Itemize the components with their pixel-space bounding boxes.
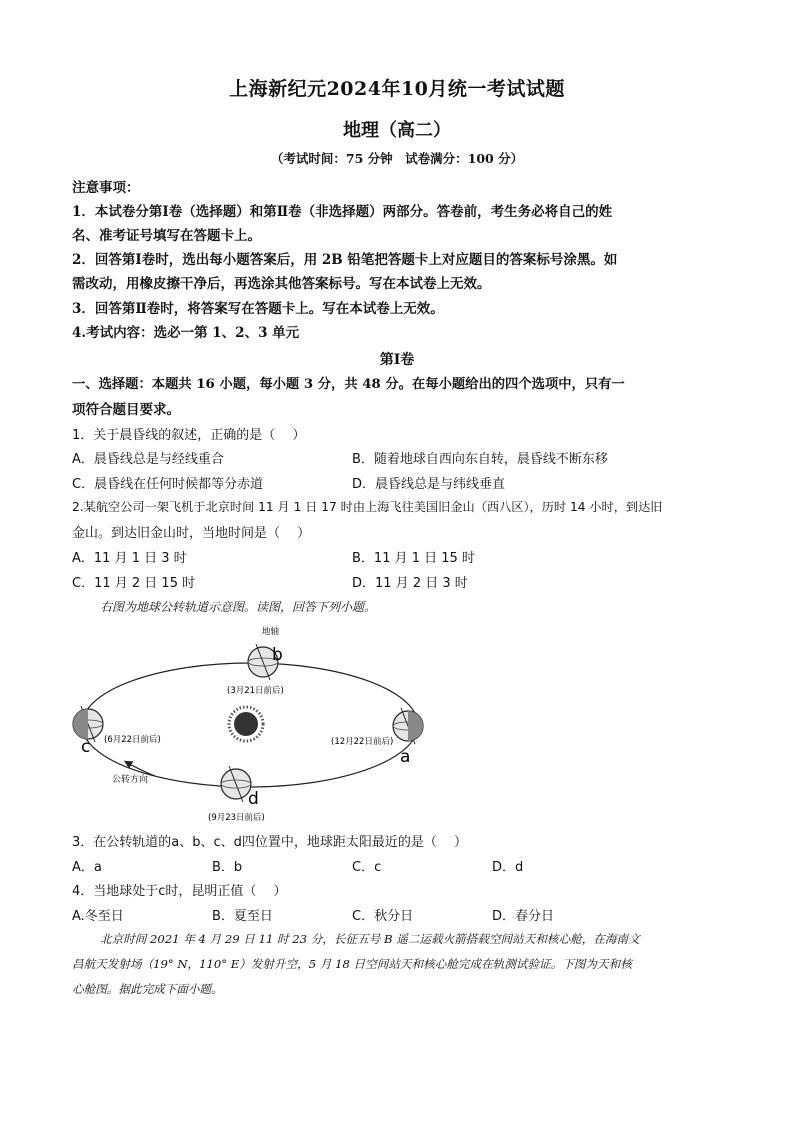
axis-label: 地轴: [262, 627, 280, 637]
note-line: 2．回答第Ⅰ卷时，选出每小题答案后，用 2B 铅笔把答题卡上对应题目的答案标号涂黑。如: [72, 252, 618, 268]
position-c-date: (6月22日前后): [104, 735, 161, 745]
option-b: B．夏至日: [212, 909, 273, 924]
direction-label: 公转方向: [112, 775, 149, 785]
option-d: D．晨昏线总是与纬线垂直: [352, 477, 506, 492]
position-d-letter: d: [248, 789, 259, 809]
option-c: C．晨昏线在任何时候都等分赤道: [72, 477, 264, 492]
option-d: D．d: [492, 860, 524, 875]
earth-a-icon: [393, 708, 423, 744]
question-stem: 3．在公转轨道的a、b、c、d四位置中，地球距太阳最近的是（ ）: [72, 835, 468, 850]
position-a-letter: a: [400, 747, 411, 767]
exam-info: （考试时间：75 分钟 试卷满分：100 分）: [270, 151, 524, 166]
question-stem: 4．当地球处于c时，昆明正值（ ）: [72, 884, 287, 899]
position-c-letter: c: [81, 737, 91, 757]
position-d-date: (9月23日前后): [208, 813, 265, 823]
question-stem: 金山。到达旧金山时，当地时间是（ ）: [72, 526, 311, 541]
note-line: 4.考试内容：选必一第 1、2、3 单元: [72, 325, 300, 341]
notes-heading: 注意事项：: [72, 180, 140, 196]
option-a: A．晨昏线总是与经线重合: [72, 452, 224, 467]
earth-d-icon: [221, 766, 251, 802]
section-instruction: 项符合题目要求。: [72, 402, 180, 418]
orbit-diagram: [60, 620, 440, 825]
passage-line: 昌航天发射场（19° N，110° E）发射升空，5 月 18 日空间站天和核心舱完成在轨测试验证。下图为天和核: [72, 957, 632, 971]
exam-subject: 地理（高二）: [343, 120, 451, 141]
exam-title: 上海新纪元2024年10月统一考试试题: [229, 78, 565, 100]
option-d: D．11 月 2 日 3 时: [352, 576, 468, 591]
position-b-letter: b: [272, 645, 283, 665]
question-stem: 2.某航空公司一架飞机于北京时间 11 月 1 日 17 时由上海飞往美国旧金山（西八区），历时 14 小时，到达旧: [72, 500, 663, 514]
passage-line: 心舱图。据此完成下面小题。: [72, 982, 223, 996]
note-line: 3．回答第Ⅱ卷时，将答案写在答题卡上。写在本试卷上无效。: [72, 301, 444, 317]
position-b-date: (3月21日前后): [227, 686, 284, 696]
option-c: C．秋分日: [352, 909, 414, 924]
position-a-date: (12月22日前后): [331, 737, 394, 747]
note-line: 需改动，用橡皮擦干净后，再选涂其他答案标号。写在本试卷上无效。: [72, 276, 491, 292]
option-b: B．b: [212, 860, 243, 875]
section-title: 第Ⅰ卷: [379, 352, 415, 368]
section-instruction: 一、选择题：本题共 16 小题，每小题 3 分，共 48 分。在每小题给出的四个选项中，只有一: [72, 377, 625, 392]
option-c: C．c: [352, 860, 382, 875]
option-a: A．a: [72, 860, 102, 875]
option-b: B．随着地球自西向东自转，晨昏线不断东移: [352, 452, 608, 467]
option-b: B．11 月 1 日 15 时: [352, 551, 475, 566]
sun-icon: [229, 707, 263, 741]
option-d: D．春分日: [492, 909, 555, 924]
option-a: A．11 月 1 日 3 时: [72, 551, 187, 566]
question-stem: 1．关于晨昏线的叙述，正确的是（ ）: [72, 428, 306, 443]
figure-intro: 右图为地球公转轨道示意图。读图，回答下列小题。: [100, 600, 377, 614]
note-line: 1．本试卷分第Ⅰ卷（选择题）和第Ⅱ卷（非选择题）两部分。答卷前，考生务必将自己的姓: [72, 204, 613, 220]
passage-line: 北京时间 2021 年 4 月 29 日 11 时 23 分，长征五号 B 遥二运载火箭搭载空间站天和核心舱，在海南文: [100, 932, 640, 946]
note-line: 名、准考证号填写在答题卡上。: [72, 228, 261, 244]
option-c: C．11 月 2 日 15 时: [72, 576, 196, 591]
option-a: A.冬至日: [72, 909, 124, 924]
